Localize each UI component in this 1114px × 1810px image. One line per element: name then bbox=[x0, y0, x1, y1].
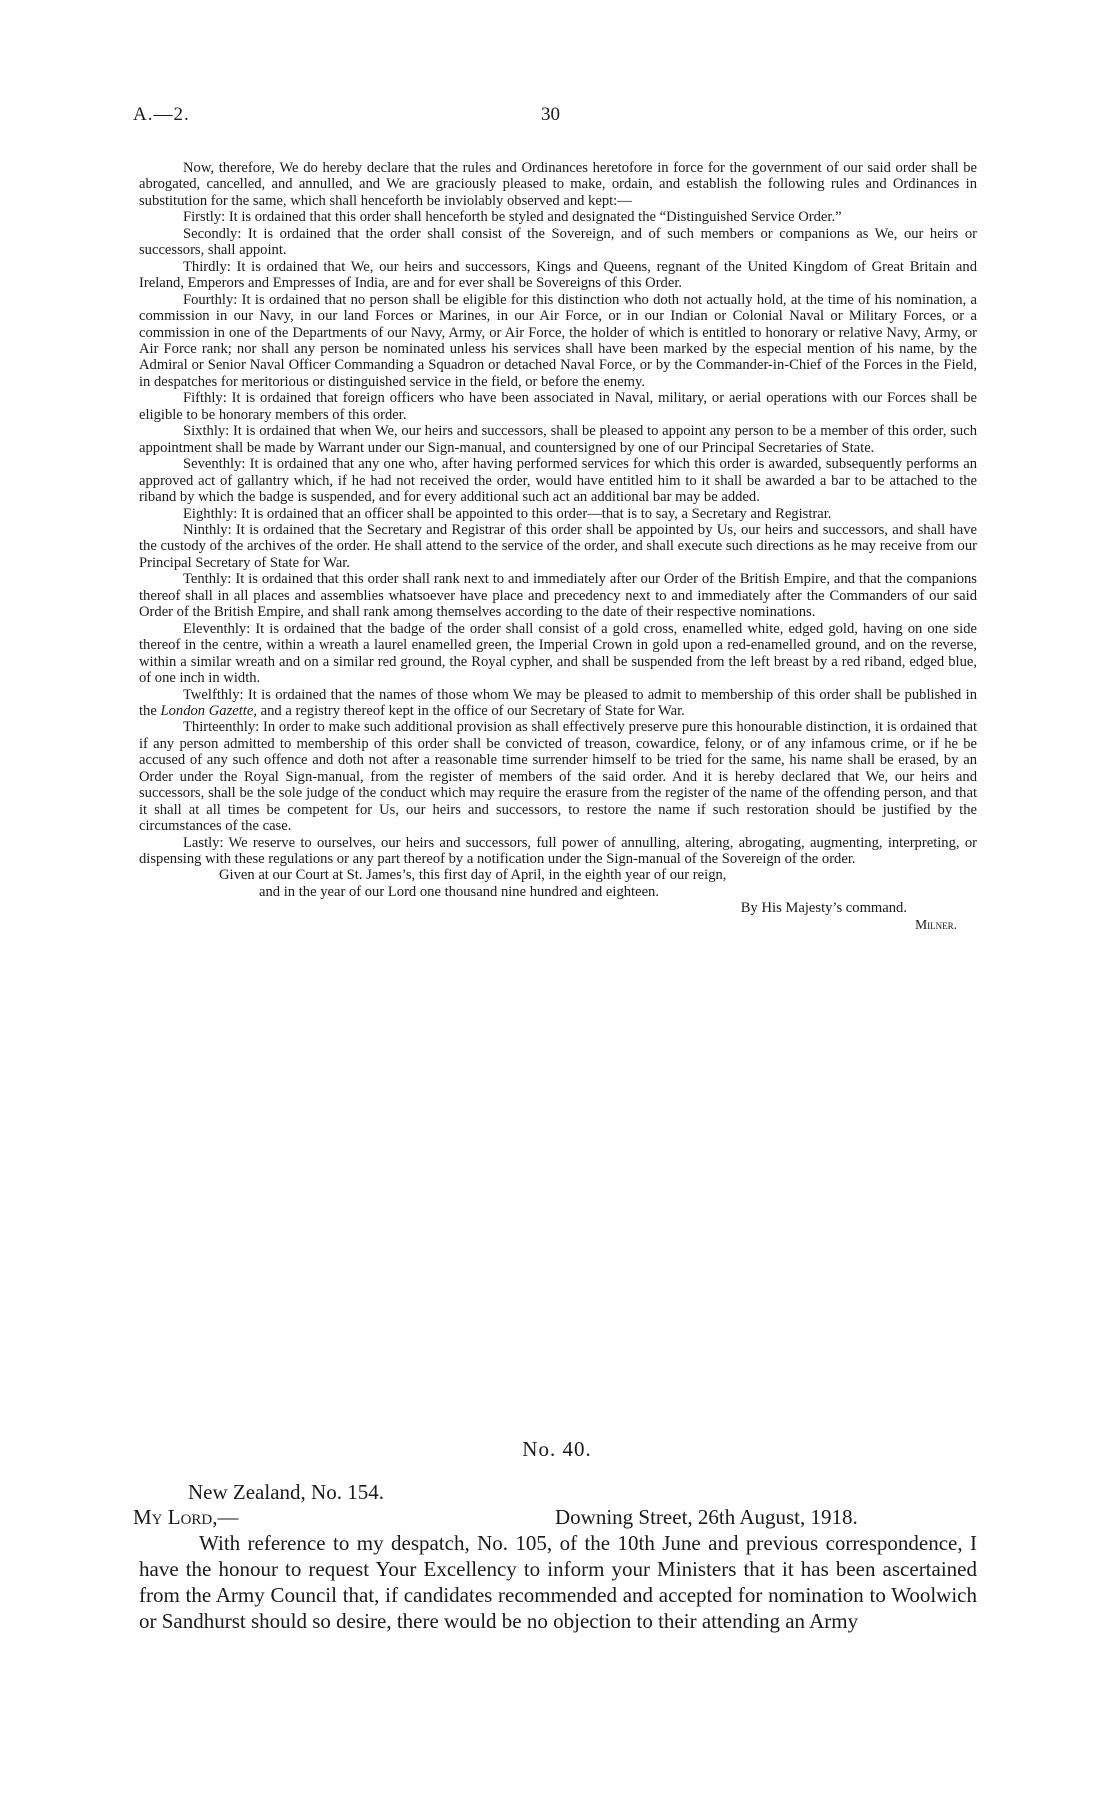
paragraph-twelfthly bbox=[139, 687, 977, 720]
ordinances-section bbox=[139, 160, 977, 933]
paragraph: Secondly: It is ordained that the order shall consist of the Sovereign, and of such members or companions as We, our heirs or successors, shall appoint. bbox=[139, 225, 977, 259]
letter-body bbox=[139, 1530, 977, 1634]
twelfthly-text-end: , and a registry thereof kept in the office of our Secretary of State for War. bbox=[253, 702, 685, 719]
salutation: My Lord,— bbox=[133, 1505, 239, 1529]
paragraph: Fourthly: It is ordained that no person shall be eligible for this distinction who doth not actually hold, at the time of his nomination, a commission in our Navy, in our land Forces or Marines, in our Air Force, or in our Indian or Colonial Naval or Military Forces, or a commission in one of the Departments of our Navy, Army, or Air Force, the holder of which is entitled to honorary or relative Navy, Army, or Air Force rank; nor shall any person be nominated unless his services shall have been marked by the especial mention of his name, by the Admiral or Senior Naval Officer Commanding a Squadron or detached Naval Force, or by the Commander-in-Chief of the Forces in the Field, in despatches for meritorious or distinguished service in the field, or before the enemy. bbox=[139, 291, 977, 390]
given-at-court-line: Given at our Court at St. James’s, this first day of April, in the eighth year of our reign, bbox=[219, 867, 727, 884]
paragraph: Fifthly: It is ordained that foreign officers who have been associated in Naval, military, or aerial operations with our Forces shall be eligible to be honorary members of this order. bbox=[139, 390, 977, 423]
salutation-row bbox=[133, 1505, 968, 1533]
gazette-name: London Gazette bbox=[160, 702, 254, 719]
signatory: Milner. bbox=[915, 916, 957, 932]
letter-paragraph: With reference to my despatch, No. 105, of the 10th June and previous correspondence, I have the honour to request Your Excellency to inform your Ministers that it has been ascertained from the Army Council that, if candidates recommended and accepted for nomination to Woolwich or Sandhurst should so desire, there would be no objection to their attending an Army bbox=[139, 1531, 977, 1633]
paragraph: Eighthly: It is ordained that an officer shall be appointed to this order—that is to say, a Secretary and Registrar. bbox=[183, 505, 832, 522]
by-command: By His Majesty’s command. bbox=[740, 900, 907, 917]
paragraph: Ninthly: It is ordained that the Secretary and Registrar of this order shall be appointed by Us, our heirs and successors, and shall have the custody of the archives of the order. He shall attend to the service of the order, and shall execute such directions as he may receive from our Principal Secretary of State for War. bbox=[139, 521, 977, 571]
paragraph: Thirteenthly: In order to make such additional provision as shall effectively preserve pure this honourable distinction, it is ordained that if any person admitted to membership of this order shall be convicted of treason, cowardice, felony, or of any infamous crime, or if he be accused of any such offence and doth not after a reasonable time surrender himself to be tried for the same, his name shall be erased, by an Order under the Royal Sign-manual, from the register of members of the said order. And it is hereby declared that We, our heirs and successors, shall be the sole judge of the conduct which may require the erasure from the register of the name of the offending person, and that it shall at all times be competent for Us, our heirs and successors, to restore the name if such restoration should be justified by the circumstances of the case. bbox=[139, 719, 977, 835]
addressee: New Zealand, No. 154. bbox=[188, 1480, 384, 1504]
paragraph: Now, therefore, We do hereby declare that the rules and Ordinances heretofore in force for the government of our said order shall be abrogated, cancelled, and annulled, and We are graciously pleased to make, ordain, and establish the following rules and Ordinances in substitution for the same, which shall henceforth be inviolably observed and kept:— bbox=[139, 160, 977, 209]
despatch-number: No. 40. bbox=[522, 1437, 592, 1461]
paragraph: Thirdly: It is ordained that We, our heirs and successors, Kings and Queens, regnant of the United Kingdom of Great Britain and Ireland, Emperors and Empresses of India, are and for ever shall be Sovereigns of this Order. bbox=[139, 258, 977, 292]
twelfthly-text: Twelfthly: It is ordained that the names of those whom We may be pleased to admit to membership of this order shall be published in the bbox=[139, 686, 977, 719]
place-date: Downing Street, 26th August, 1918. bbox=[555, 1505, 858, 1529]
document-reference: A.—2. bbox=[133, 104, 190, 125]
given-year-line: and in the year of our Lord one thousand nine hundred and eighteen. bbox=[259, 883, 659, 900]
paragraph: Tenthly: It is ordained that this order shall rank next to and immediately after our Order of the British Empire, and that the companions thereof shall in all places and assemblies whatsoever have place and precedency next to and immediately after the Commanders of our said Order of the British Empire, and shall rank among themselves according to the date of their respective nominations. bbox=[139, 571, 977, 621]
paragraph: Seventhly: It is ordained that any one who, after having performed services for which this order is awarded, subsequently performs an approved act of gallantry which, if he had not received the order, would have entitled him to it shall be awarded a bar to be attached to the riband by which the badge is suspended, and for every additional such act an additional bar may be added. bbox=[139, 456, 977, 506]
paragraph: Firstly: It is ordained that this order shall henceforth be styled and designated the “Distinguished Service Order.” bbox=[183, 209, 842, 226]
paragraph: Eleventhly: It is ordained that the badge of the order shall consist of a gold cross, enamelled white, edged gold, having on one side thereof in the centre, within a wreath a laurel enamelled green, the Imperial Crown in gold upon a red-enamelled ground, and on the reverse, within a similar wreath and on a similar red ground, the Royal cypher, and shall be suspended from the left breast by a red riband, edged blue, of one inch in width. bbox=[139, 620, 977, 687]
page-number: 30 bbox=[541, 104, 560, 125]
paragraph: Sixthly: It is ordained that when We, our heirs and successors, shall be pleased to appoint any person to be a member of this order, such appointment shall be made by Warrant under our Sign-manual, and countersigned by one of our Principal Secretaries of State. bbox=[139, 423, 977, 456]
paragraph: Lastly: We reserve to ourselves, our heirs and successors, full power of annulling, altering, abrogating, augmenting, interpreting, or dispensing with these regulations or any part thereof by a notification under the Sign-manual of the Sovereign of the order. bbox=[139, 834, 977, 868]
page-header bbox=[133, 104, 968, 128]
